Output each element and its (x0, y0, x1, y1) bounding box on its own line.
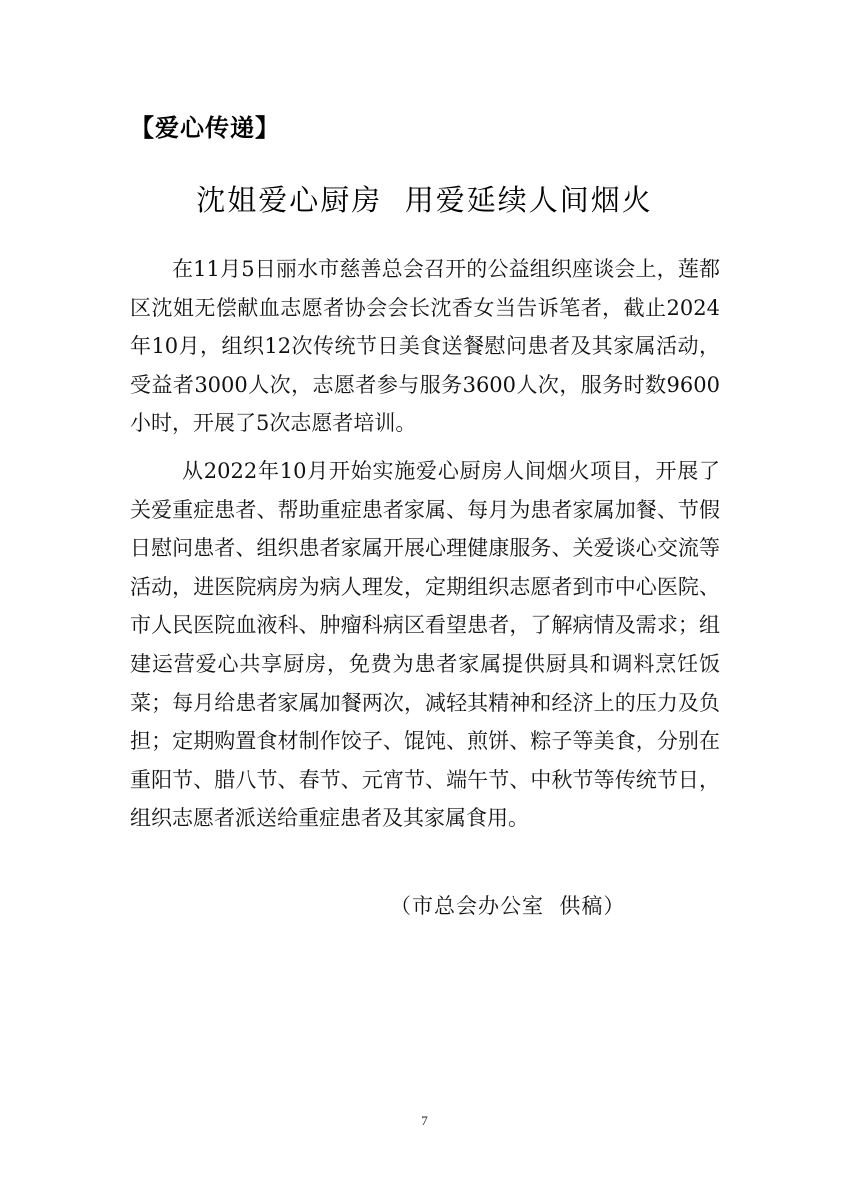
page-number: 7 (421, 1113, 428, 1128)
paragraph-1: 在11月5日丽水市慈善总会召开的公益组织座谈会上，莲都区沈姐无偿献血志愿者协会会长沈香女当告诉笔者，截止2024年10月，组织12次传统节日美食送餐慰问患者及其家属活动，受益者3000人次，志愿者参与服务3600人次，服务时数9600小时，开展了5次志愿者培训。 (130, 257, 720, 436)
article-credit: （市总会办公室 供稿） (390, 894, 626, 918)
paragraph-2: 从2022年10月开始实施爱心厨房人间烟火项目，开展了关爱重症患者、帮助重症患者家属、每月为患者家属加餐、节假日慰问患者、组织患者家属开展心理健康服务、关爱谈心交流等活动，进医院病房为病人理发，定期组织志愿者到市中心医院、市人民医院血液科、肿瘤科病区看望患者，了解病情及需求；组建运营爱心共享厨房，免费为患者家属提供厨具和调料烹饪饭菜；每月给患者家属加餐两次，减轻其精神和经济上的压力及负担；定期购置食材制作饺子、馄饨、煎饼、粽子等美食，分别在重阳节、腊八节、春节、元宵节、端午节、中秋节等传统节日，组织志愿者派送给重症患者及其家属食用。 (130, 459, 720, 831)
section-tag: 【爱心传递】 (130, 114, 280, 142)
article-title: 沈姐爱心厨房 用爱延续人间烟火 (196, 183, 653, 217)
